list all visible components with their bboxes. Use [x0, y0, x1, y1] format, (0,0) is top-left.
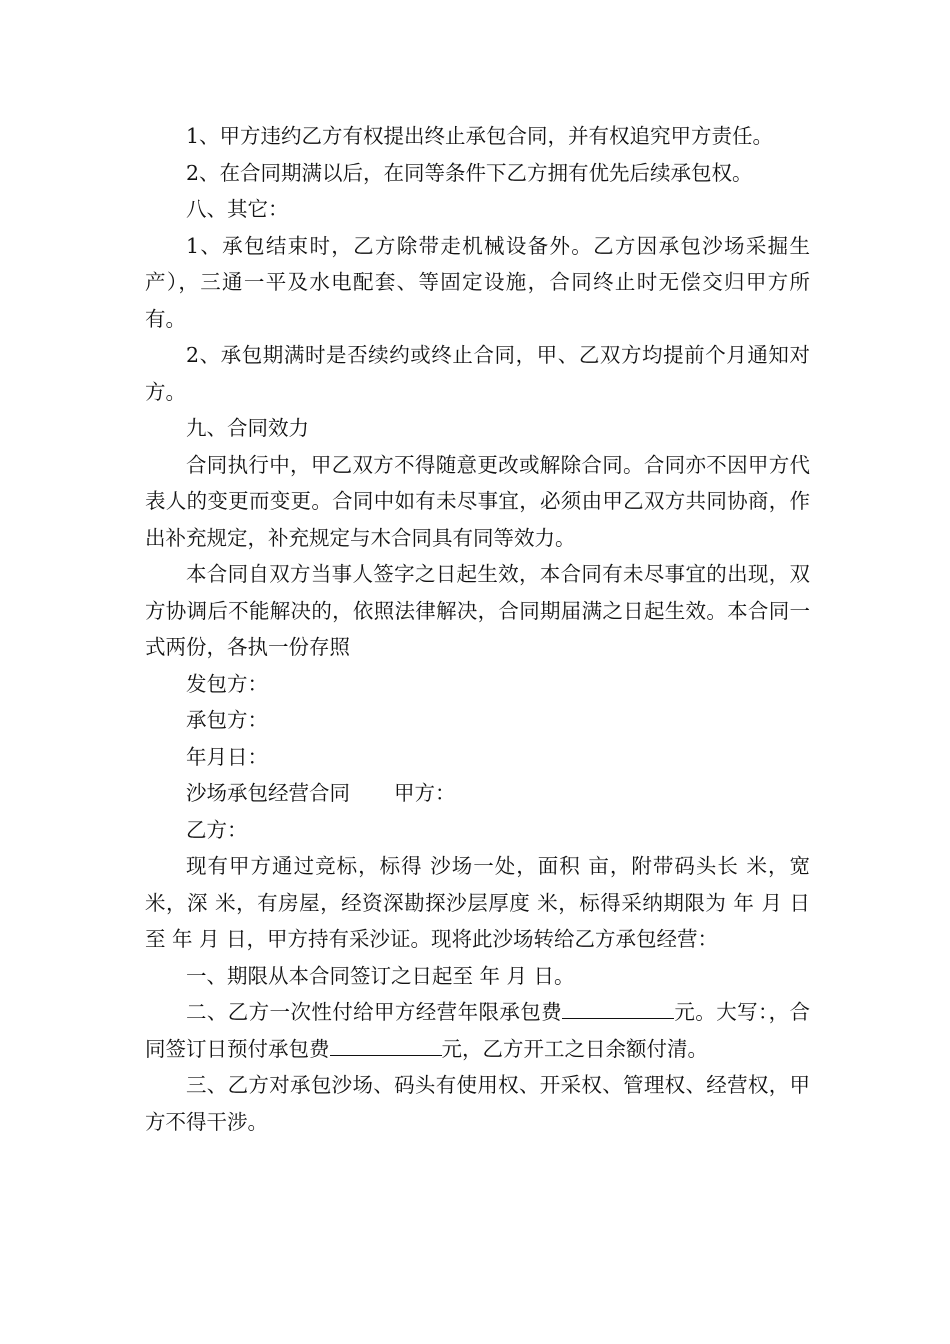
- section-heading-validity: 九、合同效力: [186, 416, 309, 440]
- contract-title-line: [145, 775, 810, 812]
- party-a-label: 甲方：: [394, 781, 456, 805]
- paragraph-intro: 现有甲方通过竞标，标得 沙场一处，面积 亩，附带码头长 米，宽 米，深 米，有房屋，经资深勘探沙层厚度 米，标得采纳期限为 年 月 日至 年 月 日，甲方持有采沙证。现将此沙场转给乙方承包经营：: [145, 854, 810, 951]
- paragraph-renewal-notice: 2、承包期满时是否续约或终止合同，甲、乙双方均提前个月通知对方。: [145, 343, 810, 404]
- clause-payment-part1: 二、乙方一次性付给甲方经营年限承包费: [186, 1000, 563, 1024]
- signature-issuer: 发包方：: [186, 671, 268, 696]
- section-heading-other: 八、其它：: [186, 197, 289, 221]
- paragraph-renewal-priority: 2、在合同期满以后，在同等条件下乙方拥有优先后续承包权。: [186, 160, 753, 185]
- paragraph-breach-termination: 1、甲方违约乙方有权提出终止承包合同，并有权追究甲方责任。: [186, 124, 774, 148]
- paragraph-effectiveness: 本合同自双方当事人签字之日起生效，本合同有未尽事宜的出现，双方协调后不能解决的，依照法律解决，合同期届满之日起生效。本合同一式两份，各执一份存照: [145, 562, 810, 659]
- signature-contractor: 承包方：: [186, 708, 268, 732]
- paragraph-end-of-contract: 1、承包结束时，乙方除带走机械设备外。乙方因承包沙场采掘生产），三通一平及水电配套、等固定设施，合同终止时无偿交归甲方所有。: [145, 233, 810, 331]
- clause-rights: 三、乙方对承包沙场、码头有使用权、开采权、管理权、经营权，甲方不得干涉。: [145, 1073, 810, 1134]
- clause-payment: [145, 994, 810, 1067]
- paragraph-execution: 合同执行中，甲乙双方不得随意更改或解除合同。合同亦不因甲方代表人的变更而变更。合同中如有未尽事宜，必须由甲乙双方共同协商，作出补充规定，补充规定与木合同具有同等效力。: [145, 452, 810, 550]
- contract-title: 沙场承包经营合同: [186, 781, 350, 805]
- clause-term: 一、期限从本合同签订之日起至 年 月 日。: [186, 963, 575, 988]
- party-b-label: 乙方：: [186, 817, 248, 842]
- document-page: [145, 118, 810, 1140]
- signature-date: 年月日：: [186, 744, 268, 769]
- fee-blank-line: [562, 1017, 674, 1019]
- prepay-blank-line: [330, 1054, 442, 1056]
- clause-payment-part3: 元，乙方开工之日余额付清。: [441, 1036, 708, 1061]
- clause-payment-part2: 元。大写：，合同签订日预付承包费: [145, 1000, 811, 1061]
